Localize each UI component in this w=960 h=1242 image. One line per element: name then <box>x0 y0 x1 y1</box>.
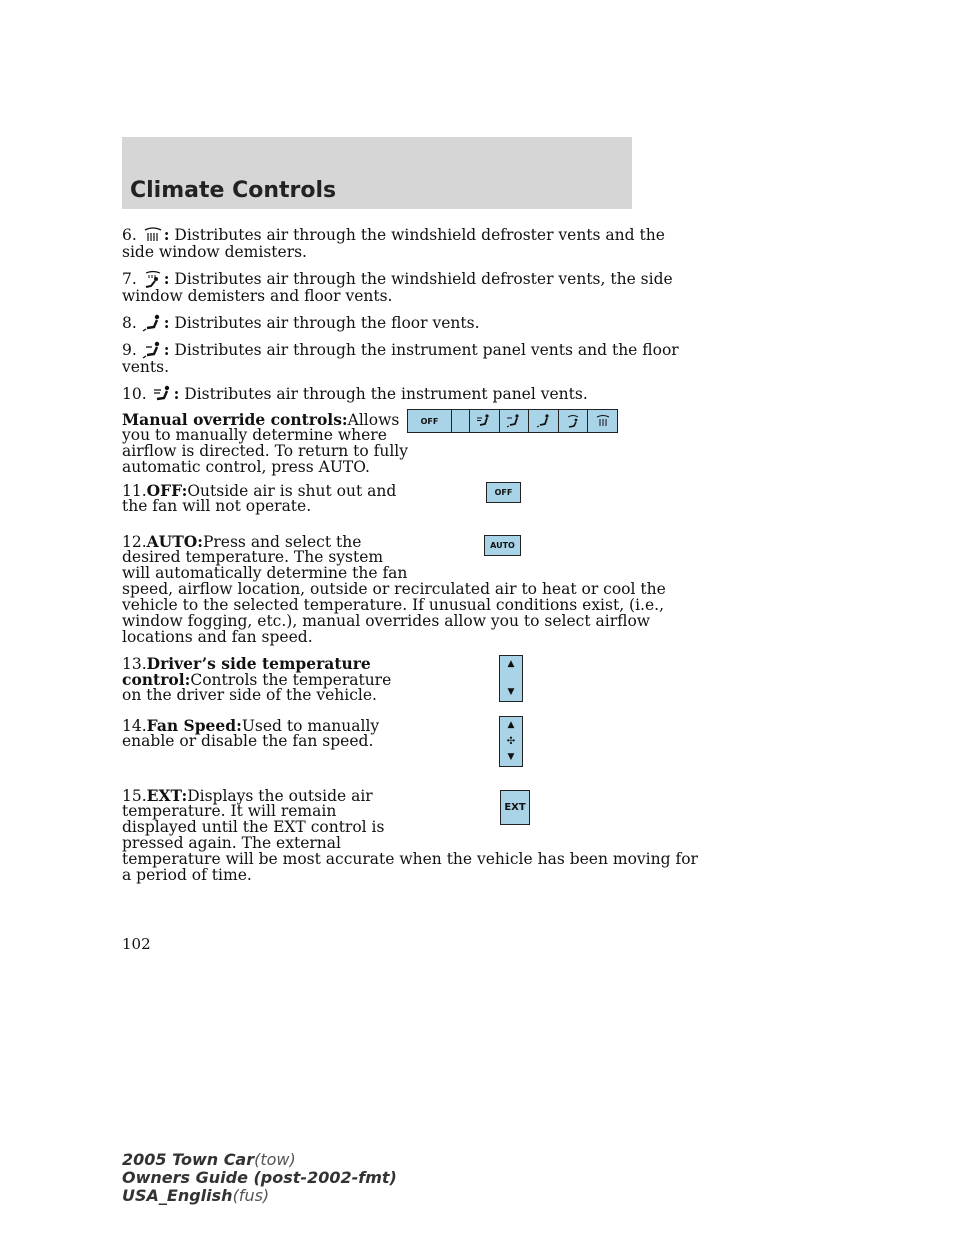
down-arrow-icon: ▼ <box>507 687 515 697</box>
ext-line-4: pressed again. The external <box>122 834 341 852</box>
panel-floor-icon <box>506 414 522 428</box>
ext-line-3: displayed until the EXT control is <box>122 818 385 836</box>
off-line-1: 11.OFF:Outside air is shut out and <box>122 481 397 500</box>
section-title: Climate Controls <box>130 178 337 203</box>
item-7-cont: window demisters and floor vents. <box>122 287 393 305</box>
defrost-floor-icon <box>142 270 164 288</box>
page-number: 102 <box>122 935 151 953</box>
fan-line-1: 14.Fan Speed:Used to manually <box>122 716 380 735</box>
fan-icon: ✣ <box>506 736 516 747</box>
item-8: 8. : Distributes air through the floor vents. <box>122 313 480 332</box>
manual-override-line-4: automatic control, press AUTO. <box>122 458 370 476</box>
strip-defrost-floor-button[interactable] <box>558 409 589 433</box>
strip-panel-button[interactable] <box>469 409 500 433</box>
auto-line-1: 12.AUTO:Press and select the <box>122 532 362 551</box>
temp-line-1: 13.Driver’s side temperature <box>122 654 371 673</box>
item-7: 7. : Distributes air through the windshield defroster vents, the side <box>122 269 673 288</box>
item-6: 6. : Distributes air through the windshield defroster vents and the <box>122 225 665 244</box>
strip-off-button[interactable]: OFF <box>407 409 452 433</box>
temp-line-2: control:Controls the temperature <box>122 670 392 689</box>
up-arrow-icon: ▲ <box>507 659 515 669</box>
off-line-2: the fan will not operate. <box>122 497 312 515</box>
auto-line-6: window fogging, etc.), manual overrides allow you to select airflow <box>122 612 651 630</box>
auto-line-2: desired temperature. The system <box>122 548 384 566</box>
off-button[interactable]: OFF <box>486 482 521 503</box>
defrost-floor-icon <box>565 414 581 428</box>
auto-line-3: will automatically determine the fan <box>122 564 408 582</box>
auto-button[interactable]: AUTO <box>484 535 521 556</box>
auto-line-4: speed, airflow location, outside or recirculated air to heat or cool the <box>122 580 666 598</box>
auto-line-7: locations and fan speed. <box>122 628 313 646</box>
up-arrow-icon: ▲ <box>507 720 515 730</box>
temp-line-3: on the driver side of the vehicle. <box>122 686 377 704</box>
item-9: 9. : Distributes air through the instrument panel vents and the floor <box>122 340 679 359</box>
strip-floor-button[interactable] <box>528 409 559 433</box>
item-10: 10. : Distributes air through the instrument panel vents. <box>122 384 588 403</box>
strip-defrost-button[interactable] <box>587 409 618 433</box>
ext-line-5: temperature will be most accurate when the vehicle has been moving for <box>122 850 698 868</box>
ext-line-1: 15.EXT:Displays the outside air <box>122 786 373 805</box>
fan-line-2: enable or disable the fan speed. <box>122 732 374 750</box>
down-arrow-icon: ▼ <box>507 752 515 762</box>
strip-panel-floor-button[interactable] <box>499 409 530 433</box>
fan-speed-rocker[interactable] <box>499 716 523 767</box>
floor-icon <box>536 414 552 428</box>
floor-icon <box>142 314 164 332</box>
item-9-cont: vents. <box>122 358 170 376</box>
manual-override-line-1: Manual override controls:Allows <box>122 410 400 429</box>
item-6-cont: side window demisters. <box>122 243 307 261</box>
defrost-icon <box>142 226 164 244</box>
ext-line-2: temperature. It will remain <box>122 802 337 820</box>
section-header <box>122 137 632 209</box>
airflow-mode-strip <box>408 409 618 433</box>
strip-divider <box>451 409 470 433</box>
manual-override-line-2: you to manually determine where <box>122 426 387 444</box>
ext-line-6: a period of time. <box>122 866 252 884</box>
panel-icon <box>476 414 492 428</box>
auto-line-5: vehicle to the selected temperature. If unusual conditions exist, (i.e., <box>122 596 665 614</box>
ext-button[interactable]: EXT <box>500 790 530 825</box>
footer-line-2: Owners Guide (post-2002-fmt) <box>122 1168 397 1187</box>
footer-line-1: 2005 Town Car(tow) <box>122 1150 296 1169</box>
footer-line-3: USA_English(fus) <box>122 1186 270 1205</box>
defrost-icon <box>595 414 611 428</box>
manual-override-line-3: airflow is directed. To return to fully <box>122 442 409 460</box>
temperature-rocker[interactable] <box>499 655 523 702</box>
panel-floor-icon <box>142 341 164 359</box>
panel-icon <box>152 385 174 403</box>
